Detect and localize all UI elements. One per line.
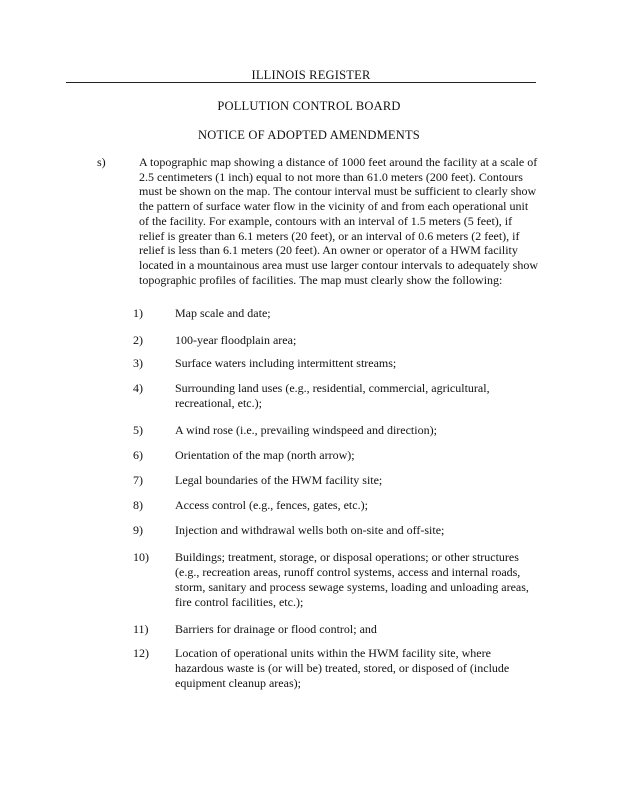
list-item-text: Surrounding land uses (e.g., residential, commercial, agricultural, recreational, etc.); bbox=[175, 381, 490, 410]
notice-title: NOTICE OF ADOPTED AMENDMENTS bbox=[198, 128, 420, 142]
list-item-text: Surface waters including intermittent streams; bbox=[175, 356, 397, 370]
list-item-number: 8) bbox=[133, 498, 143, 512]
list-item-number: 3) bbox=[133, 356, 143, 370]
register-title: ILLINOIS REGISTER bbox=[251, 68, 371, 82]
list-item-number: 7) bbox=[133, 473, 143, 487]
list-item-text: Barriers for drainage or flood control; and bbox=[175, 622, 377, 636]
list-item-text: Injection and withdrawal wells both on-site and off-site; bbox=[175, 523, 445, 537]
list-item-number: 11) bbox=[133, 622, 149, 636]
list-item-number: 6) bbox=[133, 448, 143, 462]
section-label: s) bbox=[97, 155, 106, 169]
header-rule bbox=[66, 82, 536, 83]
list-item-text: Orientation of the map (north arrow); bbox=[175, 448, 355, 462]
list-item-number: 5) bbox=[133, 423, 143, 437]
board-title: POLLUTION CONTROL BOARD bbox=[217, 99, 401, 113]
list-item-text: Location of operational units within the HWM facility site, where hazardous waste is (or will be) treated, stored, or disposed of (include equipment cleanup areas); bbox=[175, 646, 510, 690]
list-item-number: 9) bbox=[133, 523, 143, 537]
list-item-number: 4) bbox=[133, 381, 143, 395]
section-text: A topographic map showing a distance of 1000 feet around the facility at a scale of 2.5 centimeters (1 inch) equal to not more than 61.0 meters (200 feet). Contours must be shown on the map. The contour interval must be sufficient to clearly show the pattern of surface water flow in the vicinity of and from each operational unit of the facility. For example, contours with an interval of 1.5 meters (5 feet), if relief is greater than 6.1 meters (20 feet), or an interval of 0.6 meters (2 feet), if relief is less than 6.1 meters (20 feet). An owner or operator of a HWM facility located in a mountainous area must use larger contour intervals to adequately show topographic profiles of facilities. The map must clearly show the following: bbox=[139, 155, 538, 287]
list-item-text: Buildings; treatment, storage, or disposal operations; or other structures (e.g., recreation areas, runoff control systems, access and internal roads, storm, sanitary and process sewage systems, loading and unloading areas, fire control facilities, etc.); bbox=[175, 550, 529, 609]
list-item-text: 100-year floodplain area; bbox=[175, 333, 297, 347]
list-item-number: 12) bbox=[133, 646, 149, 660]
list-item-number: 1) bbox=[133, 306, 143, 320]
list-item-number: 10) bbox=[133, 550, 149, 564]
list-item-text: Legal boundaries of the HWM facility site; bbox=[175, 473, 383, 487]
list-item-text: A wind rose (i.e., prevailing windspeed and direction); bbox=[175, 423, 437, 437]
list-item-number: 2) bbox=[133, 333, 143, 347]
list-item-text: Access control (e.g., fences, gates, etc.); bbox=[175, 498, 368, 512]
list-item-text: Map scale and date; bbox=[175, 306, 271, 320]
